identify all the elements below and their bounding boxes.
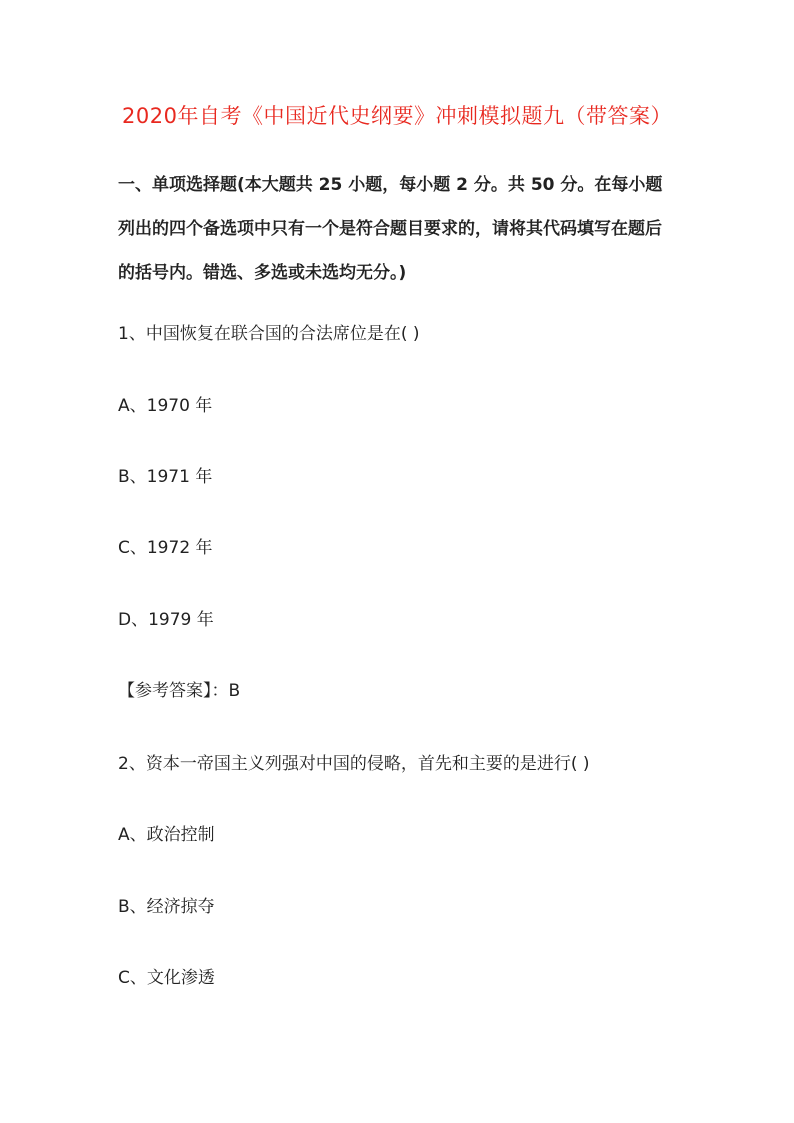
document-title: 2020年自考《中国近代史纲要》冲刺模拟题九（带答案） [122, 104, 672, 128]
question-2-stem: 2、资本一帝国主义列强对中国的侵略，首先和主要的是进行( ) [118, 754, 590, 774]
question-2-option-b: B、经济掠夺 [118, 897, 215, 917]
question-2-option-a: A、政治控制 [118, 825, 215, 845]
question-1-stem: 1、中国恢复在联合国的合法席位是在( ) [118, 324, 420, 344]
question-1-option-c: C、1972 年 [118, 538, 213, 558]
section-instructions: 一、单项选择题(本大题共 25 小题，每小题 2 分。共 50 分。在每小题列出的四个备选项中只有一个是符合题目要求的，请将其代码填写在题后的括号内。错选、多选或未选均无分。) [118, 175, 663, 283]
question-1-option-d: D、1979 年 [118, 610, 214, 630]
question-2-option-c: C、文化渗透 [118, 968, 215, 988]
question-1-option-b: B、1971 年 [118, 467, 213, 487]
question-1-answer: 【参考答案】：B [118, 681, 241, 701]
question-1-option-a: A、1970 年 [118, 396, 213, 416]
